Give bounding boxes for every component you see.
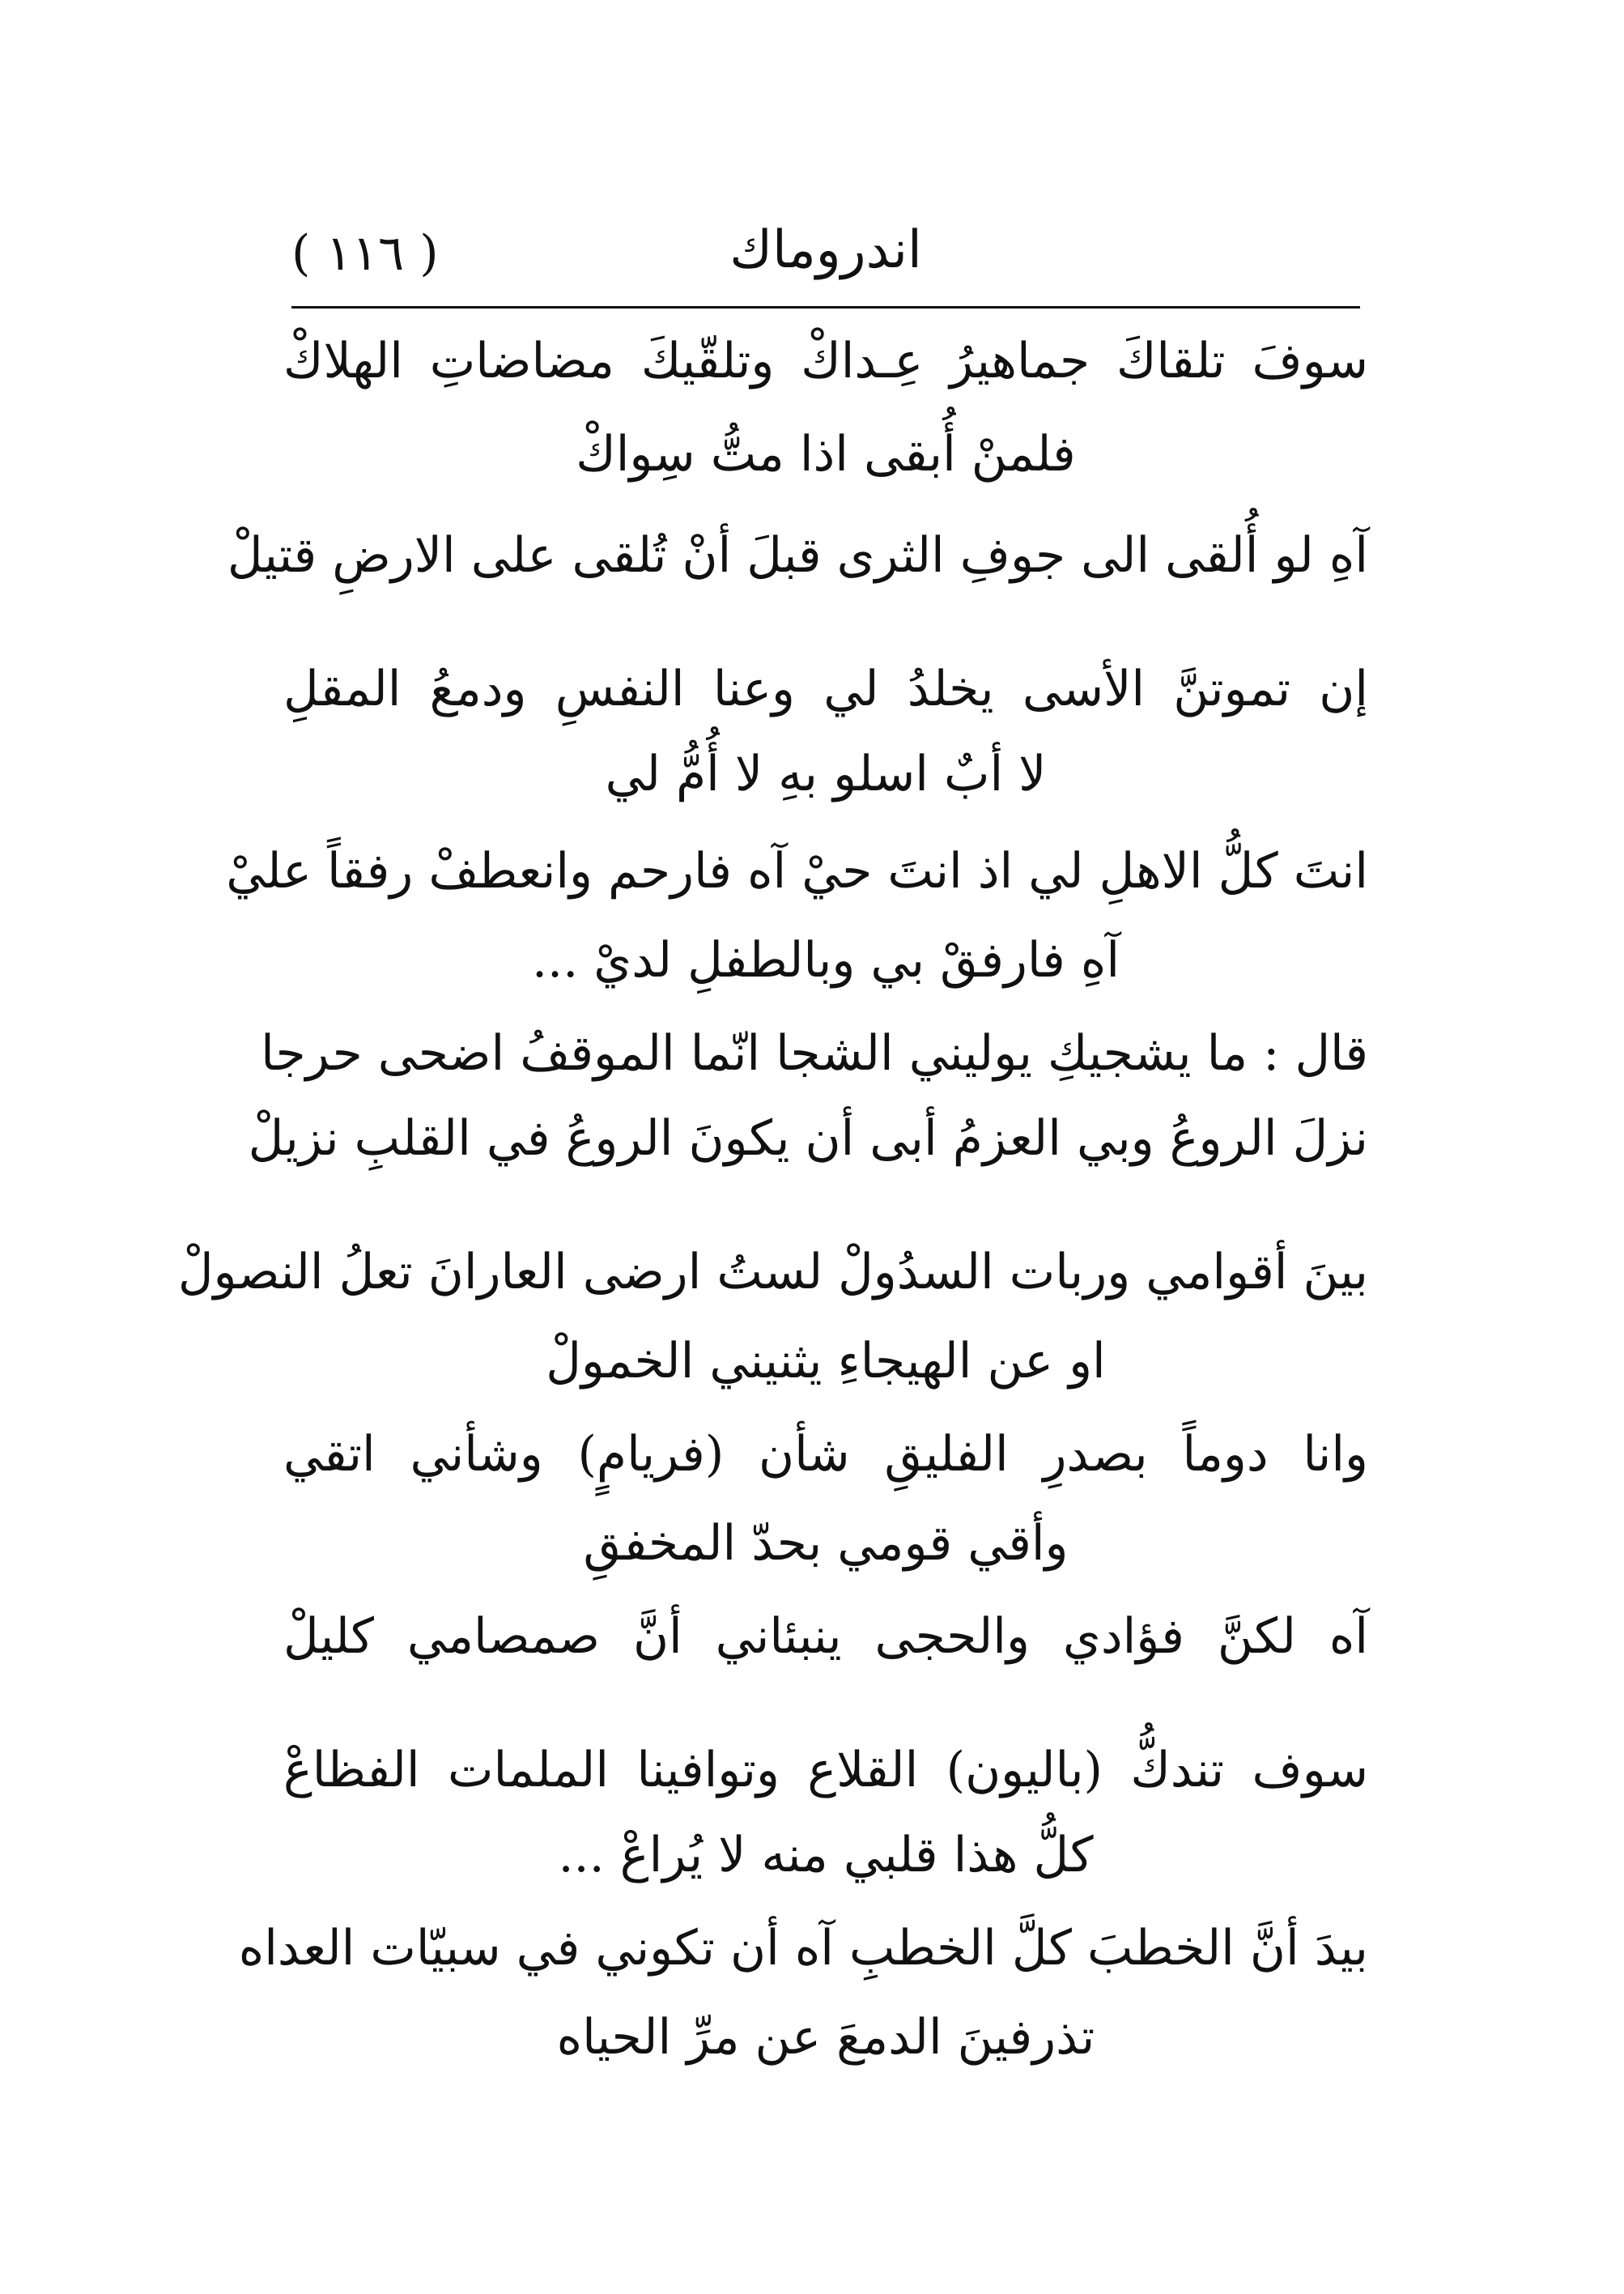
verse-line: إن تموتنَّ الأسى يخلدُ لي وعنا النفسِ ودمعُ المقلِ: [283, 661, 1368, 717]
header-divider: [291, 306, 1360, 309]
verse-line: بينَ أقوامي وربات السدُولْ لستُ ارضى العارانَ تعلُ النصولْ: [177, 1244, 1368, 1300]
verse-line: قال : ما يشجيكِ يوليني الشجا انّما الموقفُ اضحى حرجا: [261, 1025, 1368, 1082]
verse-line: بيدَ أنَّ الخطبَ كلَّ الخطبِ آه أن تكوني في سبيّات العداه: [238, 1920, 1368, 1977]
running-title: اندروماك: [729, 220, 922, 280]
verse-line: آهِ لو أُلقى الى جوفِ الثرى قبلَ أنْ تُلقى على الارضِ قتيلْ: [227, 527, 1368, 584]
verse-line: آه لكنَّ فؤادي والحجى ينبئاني أنَّ صمصامي كليلْ: [283, 1608, 1368, 1665]
verse-line: كلُّ هذا قلبي منه لا يُراعْ ...: [558, 1827, 1094, 1883]
verse-line: سوف تندكُّ (باليون) القلاع وتوافينا الملمات الفظاعْ: [283, 1742, 1368, 1798]
page-number: ( ١١٦ ): [291, 225, 439, 282]
verse-line: وأقي قومي بحدّ المخفقِ: [583, 1515, 1069, 1572]
verse-line: لا أبٌ اسلو بهِ لا أُمُّ لي: [605, 746, 1047, 802]
verse-line: وانا دوماً بصدرِ الفليقِ شأن (فريامٍ) وشأني اتقي: [283, 1426, 1368, 1483]
verse-line: آهِ فارفقْ بي وبالطفلِ لديْ ...: [531, 932, 1120, 989]
verse-line: او عن الهيجاءِ يثنيني الخمولْ: [546, 1333, 1106, 1390]
verse-line: نزلَ الروعُ وبي العزمُ أبى أن يكونَ الروعُ في القلبِ نزيلْ: [248, 1110, 1368, 1167]
verse-line: سوفَ تلقاكَ جماهيرُ عِـداكْ وتلقّيكَ مضاضاتِ الهلاكْ: [283, 333, 1368, 389]
verse-line: انتَ كلُّ الاهلِ لي اذ انتَ حيْ آه فارحم وانعطفْ رفقاً عليْ: [226, 843, 1368, 900]
verse-line: فلمنْ أُبقى اذا متُّ سِواكْ: [576, 426, 1076, 483]
verse-line: تذرفينَ الدمعَ عن مرِّ الحياه: [556, 2009, 1095, 2066]
